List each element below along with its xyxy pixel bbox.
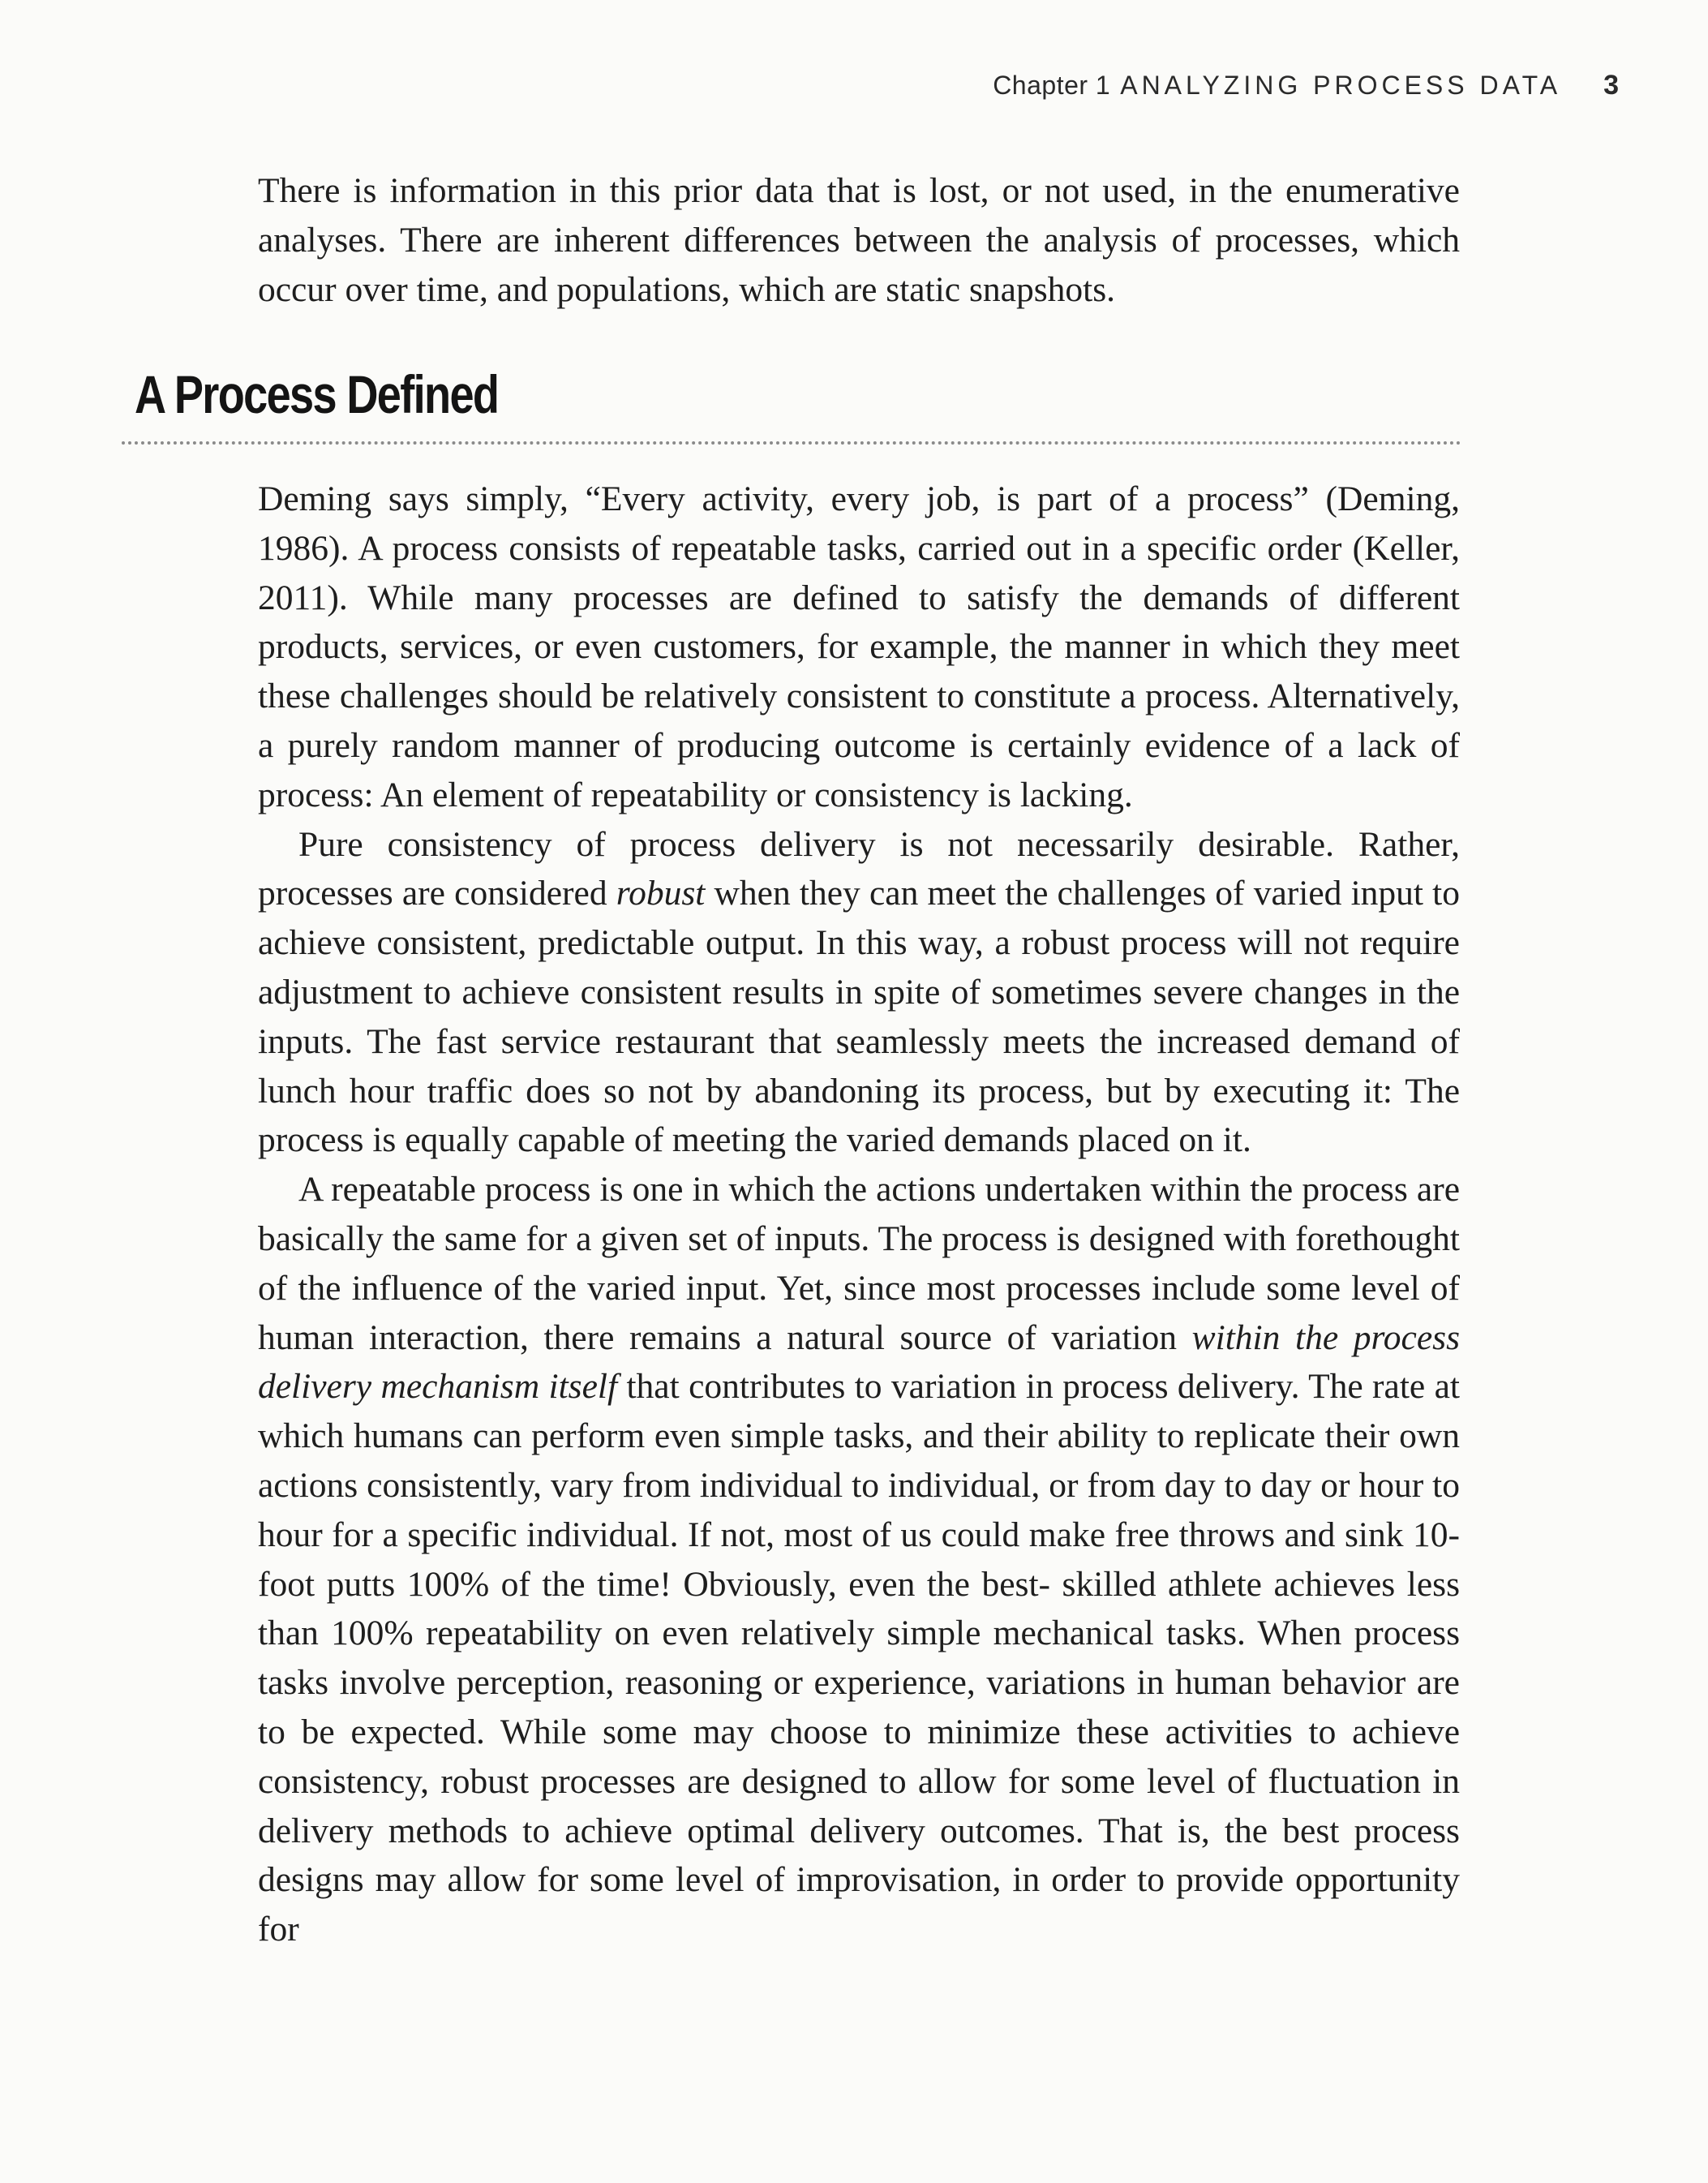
paragraph-3-text-a: A repeatable process is one in which the actions undertaken within the process are basically the same for a given set of inputs. The process is designed with forethought of the influence of the varied input. Yet, since most processes include some level of human interaction, there remains a natural source of variation bbox=[258, 1170, 1460, 1357]
paragraph-2-text-b: when they can meet the challenges of varied input to achieve consistent, predictable output. In this way, a robust process will not require adjustment to achieve consistent results in spite of sometimes severe changes in the inputs. The fast service restaurant that seamlessly meets the increased demand of lunch hour traffic does so not by abandoning its process, but by executing it: The process is equally capable of meeting the varied demands placed on it. bbox=[258, 874, 1461, 1160]
paragraph-3 bbox=[258, 1165, 1460, 1954]
intro-paragraph: There is information in this prior data that is lost, or not used, in the enumerative analyses. There are inherent differences between the analysis of processes, which occur over time, and populations, which are static snapshots. bbox=[258, 171, 1460, 309]
paragraph-3-text-b: that contributes to variation in process delivery. The rate at which humans can perform even simple tasks, and their ability to replicate their own actions consistently, vary from individual to individual, or from day to day or hour to hour for a specific individual. If not, most of us could make free throws and sink 10-foot putts 100% of the time! Obviously, even the best- skilled athlete achieves less than 100% repeatability on even relatively simple mechanical tasks. When process tasks involve perception, reasoning or experience, variations in human behavior are to be expected. While some may choose to minimize these activities to achieve consistency, robust processes are designed to allow for some level of fluctuation in delivery methods to achieve optimal delivery outcomes. That is, the best process designs may allow for some level of improvisation, in order to provide opportunity for bbox=[258, 1367, 1461, 1949]
section-heading: A Process Defined bbox=[135, 364, 499, 424]
section-dotted-rule bbox=[122, 441, 1461, 445]
intro-text-block bbox=[258, 166, 1460, 314]
chapter-title: ANALYZING PROCESS DATA bbox=[1120, 71, 1562, 100]
section-body bbox=[258, 475, 1460, 1954]
paragraph-2-text-a: Pure consistency of process delivery is not necessarily desirable. Rather, processes are considered bbox=[258, 824, 1460, 913]
running-head bbox=[993, 70, 1619, 101]
paragraph-3-emphasis: within the process delivery mechanism itself bbox=[258, 1317, 1460, 1407]
paragraph-2 bbox=[258, 820, 1460, 1166]
chapter-label: Chapter 1 bbox=[993, 71, 1111, 100]
paragraph-1: Deming says simply, “Every activity, every job, is part of a process” (Deming, 1986). A process consists of repeatable tasks, carried out in a specific order (Keller, 2011). While many processes are defined to satisfy the demands of different products, services, or even customers, for example, the manner in which they meet these challenges should be relatively consistent to constitute a process. Alternatively, a purely random manner of producing outcome is certainly evidence of a lack of process: An element of repeatability or consistency is lacking. bbox=[258, 479, 1460, 814]
page-number: 3 bbox=[1603, 70, 1619, 101]
paragraph-2-emphasis: robust bbox=[616, 874, 706, 913]
